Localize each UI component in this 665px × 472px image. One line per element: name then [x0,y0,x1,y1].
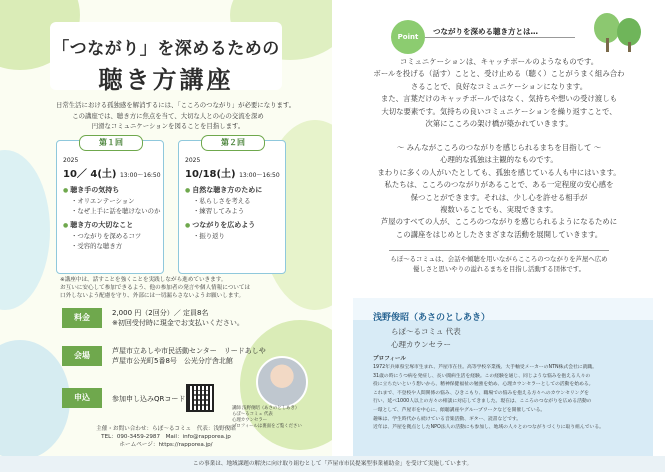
mission-text: ～ みんながこころのつながりを感じられるまちを目指して ～ 心理的な孤独は主観的なものです。 まわりに多くの人がいたとしても、孤独を感じている人も中にはいます。 私たちは、こころのつながりがあることで、ある一定程度の安心感を 保つことができます。それは、少し心を許せる相手が 複数いることでも、実現できます。 芦屋のすべての人が、こころのつながりを感じられるようになるために この講座をはじめとしたさまざまな活動を展開していきます。 [377,143,621,239]
session-year: 2025 [63,157,79,164]
fee-label: 料金 [62,308,102,328]
qr-code[interactable] [186,384,214,412]
topic-item: ・受容的な聴き方 [71,242,123,250]
topic-item: ・なぜ上手に話を聴けないのか [71,207,161,215]
topic-heading: ● 聴き手の気持ち [63,185,161,196]
decor-blob [0,150,50,310]
topic-item: ・振り返り [193,232,225,240]
apply-text [112,394,193,404]
explanation-text: コミュニケーションは、キャッチボールのようなものです。 ボールを投げる（話す）ことと、受け止める（聴く）ことがうまく組み合わ さることで、良好なコミュニケーションになります。 また、言葉だけのキャッチボールではなく、気持ちや想いの受け渡しも 大切な要素です。気持ちの良いコミュニケーションを繰り返すことで、 次第にこころの架け橋が築かれていきます。 [373,57,625,129]
topic-item: ・私らしさを考える [193,197,251,205]
intro-line: この講座では、聴き方に焦点を当て、大切な人との心の交流を深め [72,111,264,120]
note-line: ※講座中は、話すことを強くことを実践しながら進めていきます。 [60,277,227,283]
venue-line: 芦屋市立あしや市民活動センター リードあしや [112,347,266,355]
topic-heading: ● 聴き方の大切なこと [63,220,161,231]
divider [425,37,575,38]
topic-item: ・つながりを深めるコツ [71,232,142,240]
point-title: つながりを深める聴き方とは… [433,27,538,36]
intro-text [56,100,296,132]
homepage-link[interactable]: ホームページ：https://rapporea.jp/ [119,442,213,448]
lecturer-caption: 講師 浅野俊昭（あさのとしあき） らぽ～るコミュ 代表 心理カウンセラー プロフィールは裏面をご覧ください [232,406,302,429]
session-badge: 第２回 [201,135,265,151]
profile-role: 心理カウンセラー [391,340,451,349]
session-card-1 [56,140,164,274]
organization-tagline: らぽ～るコミュは、会話や傾聴を用いながらこころのつながりを芦屋へ広め 優しさと思いやりの溢れるまちを目指し活動する団体です。 [390,255,608,273]
note-line: 口外しないよう配慮を守り、外部には一切漏らさないようお願いします。 [60,293,245,299]
intro-line: 円滑なコミュニケーションを図ることを目指します。 [91,122,245,130]
session-date: 10／ 4(土) 13:00～16:50 [63,169,161,180]
topic-item: ・オリエンテーション [71,197,135,205]
profile-panel [353,298,653,466]
topic-item: ・練習してみよう [193,207,245,215]
apply-label: 申込 [62,388,102,408]
title-line-1: 「つながり」を深めるための [52,39,280,59]
venue-label: 会場 [62,346,102,366]
session-topics [185,185,283,241]
session-badge: 第１回 [79,135,143,151]
tree-icon [591,10,645,56]
title-line-2: 聴き方講座 [98,66,234,94]
profile-heading: プロフィール [373,356,407,362]
venue-text [112,346,266,366]
topic-heading: ● つながりを広めよう [185,220,283,231]
fee-line: 2,000 円（2回分）／ 定員8名 [112,309,209,317]
contact-footer: 主催・お問い合わせ：らぽ～るコミュ 代表：浅野俊昭 TEL：090-3459-2987 Mail：info@rapporea.jp ホームページ：https://rapporea.jp/ [50,425,282,449]
session-card-2 [178,140,286,274]
venue-line: 芦屋市公光町5番8号 公光分庁舎北館 [112,357,233,365]
apply-line: 参加申し込みQRコード [112,395,186,403]
session-date: 10/18(土) 13:00～16:50 [185,169,280,180]
profile-name: 浅野俊昭（あさのとしあき） [373,313,491,323]
funding-note: この事業は、地域課題の解決に向け取り組むとして「芦屋市市民提案型事業補助金」を受けて実施しています。 [0,456,665,472]
topic-heading: ● 自然な聴き方のために [185,185,283,196]
flyer-front [0,0,332,472]
note-line: お互いに安心して参加できるよう、他の参加者の発言や個人情報については [60,285,251,291]
session-topics [63,185,161,251]
profile-role: らぽ～るコミュ 代表 [391,327,461,336]
divider [389,250,609,251]
intro-line: 日常生活における孤独感を解消するには、「こころのつながり」が必要になります。 [56,101,296,109]
participation-note [60,276,280,300]
point-badge: Point [391,20,425,54]
fee-text [112,308,244,328]
session-year: 2025 [185,157,201,164]
flyer-back [333,0,665,472]
profile-body: 1972年兵庫県宝塚市生まれ、芦屋市在住。高等学校卒業後、大手軸受メーカーのNTN株式会社に就職。 31歳の時にうつ病を発症し、長い闘病生活を経験。この経験を通じ、同じような悩みを抱える人々の 役に立ちたいという想いから、精神保健福祉の勉強を始め、心理カウンセラーとしての活動を始める。 これまで、不登校や人間関係の悩み、ひきこもり、職場での悩みを抱える方々へのカウンセリングを 行い、延べ1000人以上の方々の相談に対応してきました。現在は、こころのつながりを広める活動の 一環として、芦屋市を中心に、傾聴講座やグループワークなどを開催している。 趣味は、学生時代から続けている音楽活動、ギター、読書などです。 近年は、芦屋を拠点としたNPO法人の活動にも参加し、地域の人々とのつながりづくりに取り組んでいる。 [373,365,604,431]
lecturer-photo [256,356,308,408]
fee-line: ※初回受付時に現金でお支払いください。 [112,319,244,327]
